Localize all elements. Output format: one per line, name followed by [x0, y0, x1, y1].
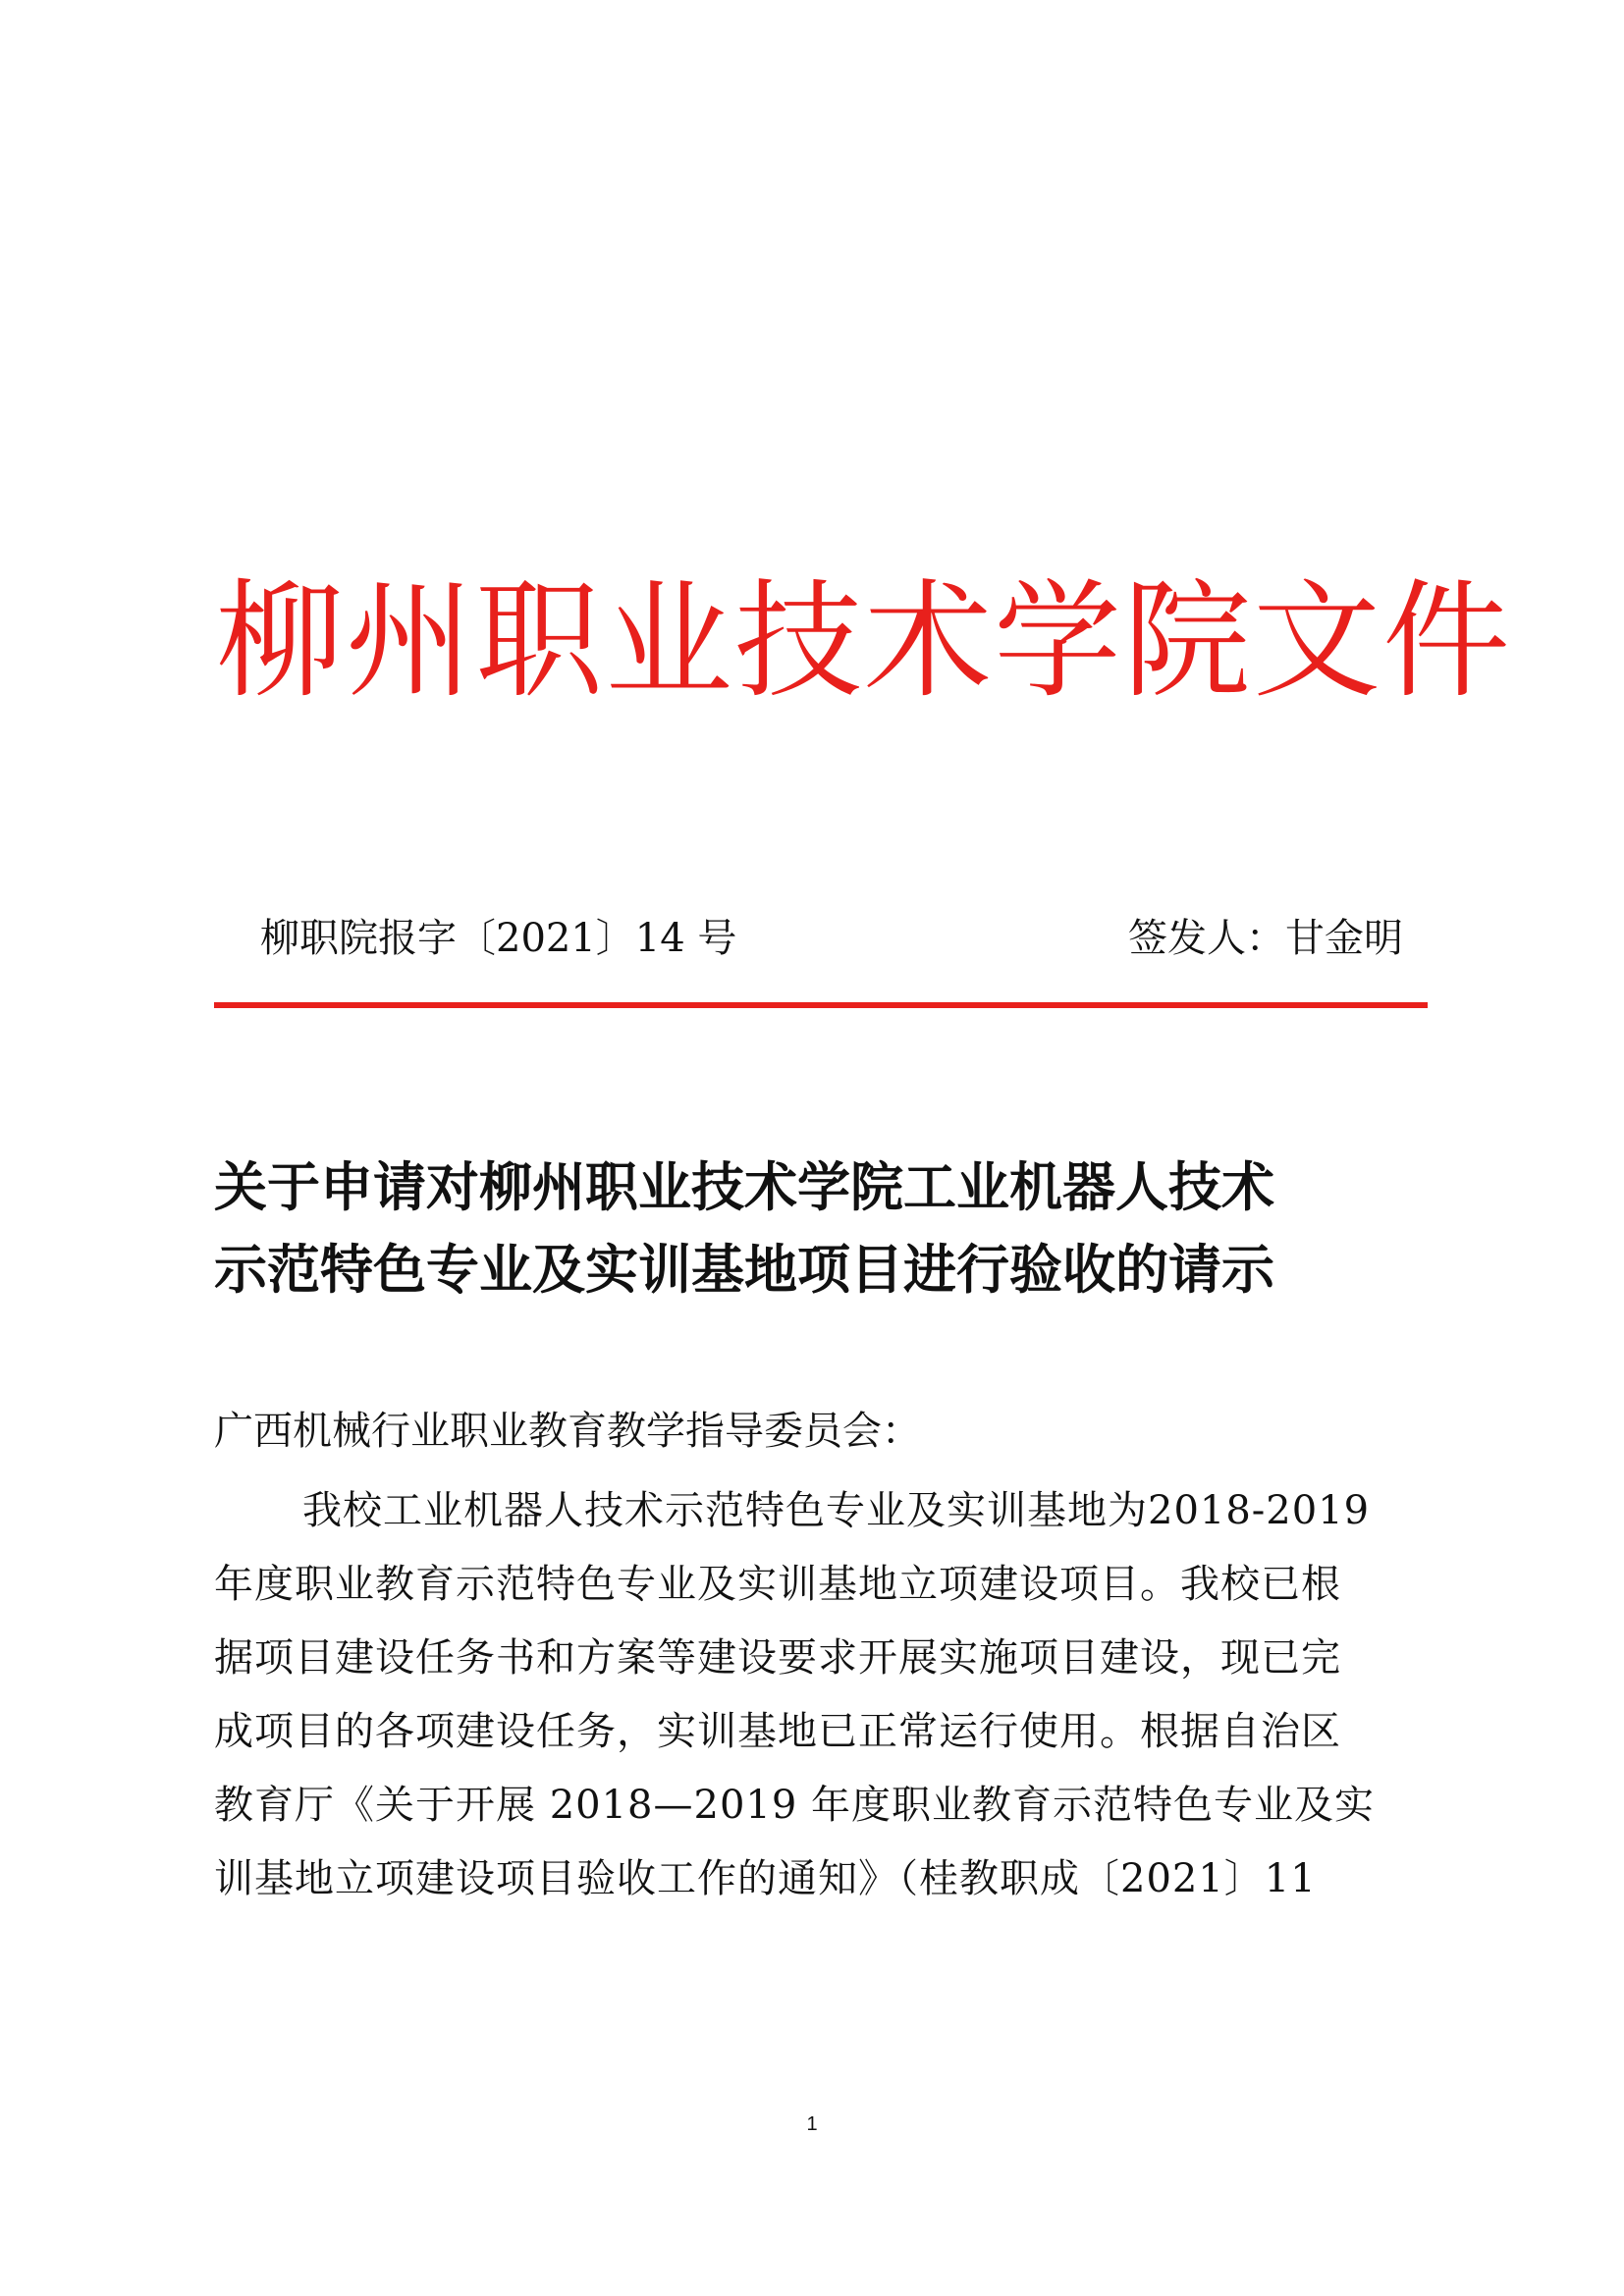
- body-line: 成项目的各项建设任务，实训基地已正常运行使用。根据自治区: [214, 1709, 1341, 1754]
- document-header-title: 柳州职业技术学院文件: [216, 566, 1513, 716]
- subject-line: 示范特色专业及实训基地项目进行验收的请示: [214, 1239, 1274, 1301]
- addressee: 广西机械行业职业教育教学指导委员会：: [214, 1409, 921, 1454]
- body-line: 教育厅《关于开展 2018—2019 年度职业教育示范特色专业及实: [214, 1783, 1376, 1828]
- subject-line: 关于申请对柳州职业技术学院工业机器人技术: [214, 1156, 1274, 1218]
- red-header-rule: [214, 1002, 1428, 1008]
- document-subject: [214, 1147, 1428, 1311]
- body-line: 年度职业教育示范特色专业及实训基地立项建设项目。我校已根: [214, 1562, 1341, 1607]
- page-number: 1: [806, 2113, 818, 2135]
- issuer-signatory: 签发人：甘金明: [1128, 916, 1403, 961]
- body-line: 据项目建设任务书和方案等建设要求开展实施项目建设，现已完: [214, 1635, 1341, 1681]
- body-line: 训基地立项建设项目验收工作的通知》（桂教职成〔2021〕11: [214, 1856, 1317, 1901]
- body-line: 我校工业机器人技术示范特色专业及实训基地为2018-2019: [302, 1488, 1371, 1533]
- document-number: 柳职院报字〔2021〕14 号: [260, 916, 737, 961]
- body-paragraph: [214, 1474, 1428, 1916]
